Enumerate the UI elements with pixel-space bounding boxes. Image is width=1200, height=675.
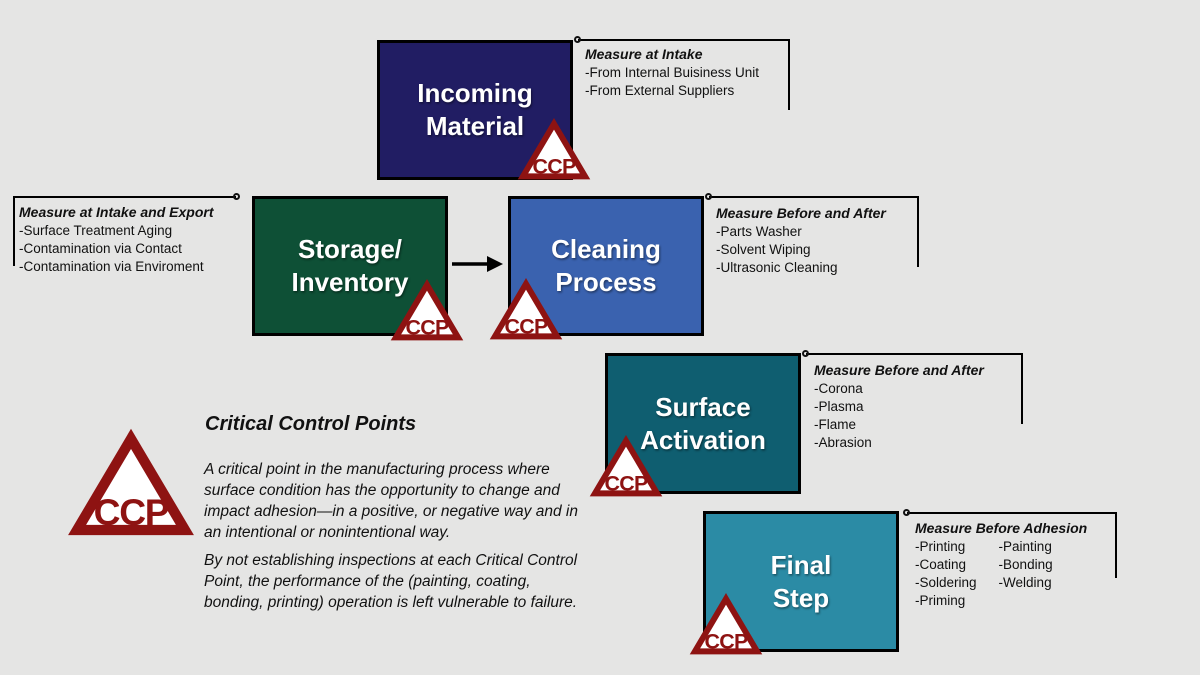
label-line: Material — [425, 111, 525, 141]
callout-item: -Ultrasonic Cleaning — [716, 260, 838, 275]
label-line: Process — [555, 267, 657, 297]
callout-cleaning-process — [716, 204, 886, 277]
ccp-label: CCP — [704, 629, 748, 654]
callout-item: -From Internal Buisiness Unit — [585, 65, 760, 80]
callout-item: -Welding — [998, 575, 1052, 590]
ccp-label: CCP — [504, 314, 548, 339]
callout-item: -From External Suppliers — [585, 83, 735, 98]
label-line: Final — [770, 549, 832, 580]
callout-item: -Priming — [915, 593, 966, 608]
callout-storage-inventory — [19, 203, 214, 276]
ccp-triangle-icon — [489, 276, 563, 342]
callout-item: -Solvent Wiping — [716, 242, 811, 257]
callout-item: -Parts Washer — [716, 224, 802, 239]
label-line: Activation — [640, 424, 766, 455]
callout-heading: Measure at Intake — [585, 46, 703, 62]
callout-column-2 — [999, 538, 1053, 610]
label-line: Cleaning — [551, 234, 661, 264]
callout-heading: Measure Before Adhesion — [915, 520, 1088, 536]
connector-dot-icon — [705, 193, 712, 200]
ccp-triangle-icon — [517, 116, 591, 182]
connector-dot-icon — [574, 36, 581, 43]
callout-item: -Bonding — [998, 557, 1053, 572]
callout-item: -Printing — [915, 539, 966, 554]
label-line: Surface — [655, 391, 751, 422]
label-line: Storage/ — [297, 234, 403, 264]
callout-incoming-material — [585, 45, 759, 100]
callout-column-1 — [915, 538, 977, 610]
ccp-label: CCP — [532, 154, 576, 179]
callout-item: -Coating — [915, 557, 967, 572]
callout-heading: Measure Before and After — [814, 362, 984, 378]
connector-dot-icon — [802, 350, 809, 357]
label-line: Inventory — [291, 267, 409, 297]
ccp-label: CCP — [405, 315, 449, 340]
callout-item: -Surface Treatment Aging — [19, 223, 173, 238]
callout-item: -Painting — [998, 539, 1052, 554]
legend-paragraph-2: By not establishing inspections at each Critical Control Point, the performance of the (painting, coating, bonding, printing) operation is left vulnerable to failure. — [204, 552, 578, 611]
process-box-label — [771, 549, 832, 615]
label-line: Incoming — [417, 78, 533, 108]
callout-heading: Measure Before and After — [716, 205, 886, 221]
ccp-triangle-icon — [689, 591, 763, 657]
callout-item: -Contamination via Enviroment — [19, 259, 204, 274]
flow-arrow-icon — [451, 253, 503, 275]
callout-item: -Abrasion — [814, 435, 872, 450]
callout-item: -Contamination via Contact — [19, 241, 182, 256]
connector-dot-icon — [233, 193, 240, 200]
legend-title: Critical Control Points — [205, 413, 417, 435]
ccp-legend-triangle-icon — [66, 426, 196, 539]
process-box-label — [551, 233, 661, 299]
connector-dot-icon — [903, 509, 910, 516]
legend-paragraph-1: A critical point in the manufacturing process where surface condition has the opportunity to change and impact adhesion—in a positive, or negative way and in an intentional or nonintentional way. — [204, 461, 578, 541]
process-box-label — [417, 77, 533, 143]
ccp-label: CCP — [604, 471, 648, 496]
ccp-triangle-icon — [390, 277, 464, 343]
ccp-triangle-icon — [589, 433, 663, 499]
callout-heading: Measure at Intake and Export — [19, 204, 214, 220]
ccp-label: CCP — [93, 490, 169, 533]
callout-final-step — [915, 519, 1087, 610]
callout-item: -Corona — [814, 381, 863, 396]
callout-item: -Flame — [814, 417, 857, 432]
callout-columns — [915, 538, 1087, 610]
callout-item: -Soldering — [915, 575, 977, 590]
callout-item: -Plasma — [814, 399, 864, 414]
callout-surface-activation — [814, 361, 984, 452]
label-line: Step — [772, 582, 830, 613]
